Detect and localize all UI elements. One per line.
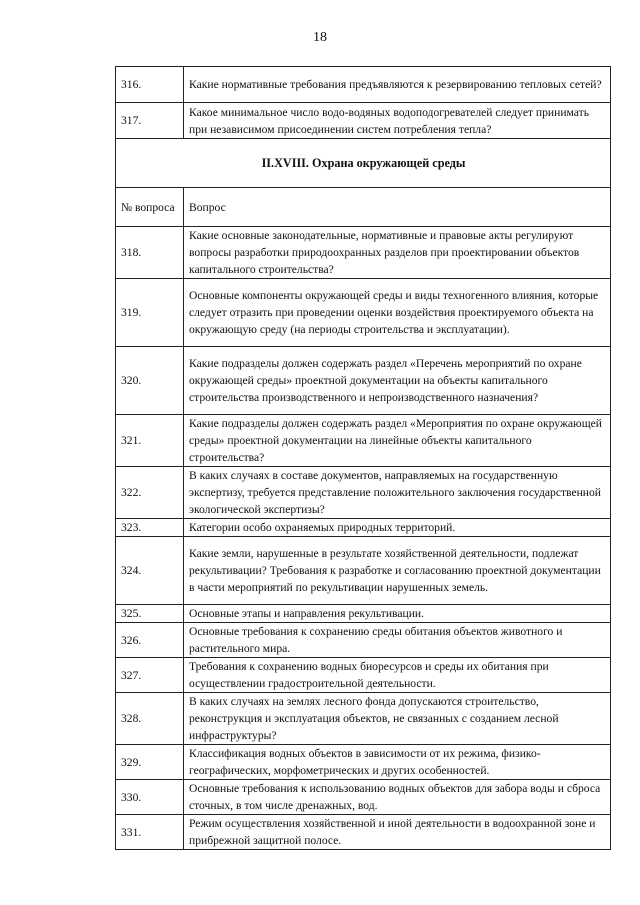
question-number: 319.	[116, 279, 184, 347]
section-title: II.XVIII. Охрана окружающей среды	[116, 139, 611, 188]
table-row	[116, 605, 611, 623]
question-text: Основные компоненты окружающей среды и виды техногенного влияния, которые следует отразить при проведении оценки воздействия проектируемого объекта на окружающую среду (на периоды строительства и эксплуатации).	[184, 279, 611, 347]
column-header-row	[116, 188, 611, 227]
question-text: Какие нормативные требования предъявляются к резервированию тепловых сетей?	[184, 67, 611, 103]
question-number: 324.	[116, 537, 184, 605]
table-row	[116, 658, 611, 693]
table-row	[116, 623, 611, 658]
question-text: В каких случаях в составе документов, направляемых на государственную экспертизу, требуется представление положительного заключения государственной экологической экспертизы?	[184, 467, 611, 519]
page-number: 18	[313, 30, 327, 45]
question-number: 331.	[116, 815, 184, 850]
question-text: В каких случаях на землях лесного фонда допускаются строительство, реконструкция и эксплуатация объектов, не связанных с созданием лесной инфраструктуры?	[184, 693, 611, 745]
table-row	[116, 815, 611, 850]
question-text: Какое минимальное число водо-водяных водоподогревателей следует принимать при независимом присоединении систем потребления тепла?	[184, 103, 611, 139]
question-text: Основные этапы и направления рекультивации.	[184, 605, 611, 623]
question-text: Какие земли, нарушенные в результате хозяйственной деятельности, подлежат рекультивации? Требования к разработке и согласованию проектной документации в части мероприятий по рекультивации нарушенных земель.	[184, 537, 611, 605]
question-text: Какие подразделы должен содержать раздел «Мероприятия по охране окружающей среды» проектной документации на линейные объекты капитального строительства?	[184, 415, 611, 467]
question-text: Режим осуществления хозяйственной и иной деятельности в водоохранной зоне и прибрежной защитной полосе.	[184, 815, 611, 850]
question-text: Требования к сохранению водных биоресурсов и среды их обитания при осуществлении градостроительной деятельности.	[184, 658, 611, 693]
question-number: 316.	[116, 67, 184, 103]
table-row	[116, 537, 611, 605]
question-number: 321.	[116, 415, 184, 467]
question-number: 323.	[116, 519, 184, 537]
table-row	[116, 67, 611, 103]
question-text: Категории особо охраняемых природных территорий.	[184, 519, 611, 537]
table-row	[116, 279, 611, 347]
table-row	[116, 519, 611, 537]
question-number: 325.	[116, 605, 184, 623]
question-text: Какие основные законодательные, нормативные и правовые акты регулируют вопросы разработки природоохранных разделов при проектировании объектов капитального строительства?	[184, 227, 611, 279]
question-number: 318.	[116, 227, 184, 279]
table-row	[116, 103, 611, 139]
table-row	[116, 415, 611, 467]
section-header-row	[116, 139, 611, 188]
column-header-number: № вопроса	[116, 188, 184, 227]
question-text: Основные требования к использованию водных объектов для забора воды и сброса сточных, в том числе дренажных, вод.	[184, 780, 611, 815]
question-text: Какие подразделы должен содержать раздел «Перечень мероприятий по охране окружающей среды» проектной документации на объекты капитального строительства производственного и непроизводственного назначения?	[184, 347, 611, 415]
table-row	[116, 227, 611, 279]
question-number: 328.	[116, 693, 184, 745]
question-number: 326.	[116, 623, 184, 658]
table-row	[116, 693, 611, 745]
question-number: 330.	[116, 780, 184, 815]
table-row	[116, 745, 611, 780]
question-number: 322.	[116, 467, 184, 519]
table-row	[116, 347, 611, 415]
table-row	[116, 780, 611, 815]
table-row	[116, 467, 611, 519]
question-number: 327.	[116, 658, 184, 693]
question-text: Основные требования к сохранению среды обитания объектов животного и растительного мира.	[184, 623, 611, 658]
question-number: 329.	[116, 745, 184, 780]
question-text: Классификация водных объектов в зависимости от их режима, физико-географических, морфометрических и других особенностей.	[184, 745, 611, 780]
question-number: 320.	[116, 347, 184, 415]
questions-table	[115, 66, 611, 850]
question-number: 317.	[116, 103, 184, 139]
column-header-question: Вопрос	[184, 188, 611, 227]
